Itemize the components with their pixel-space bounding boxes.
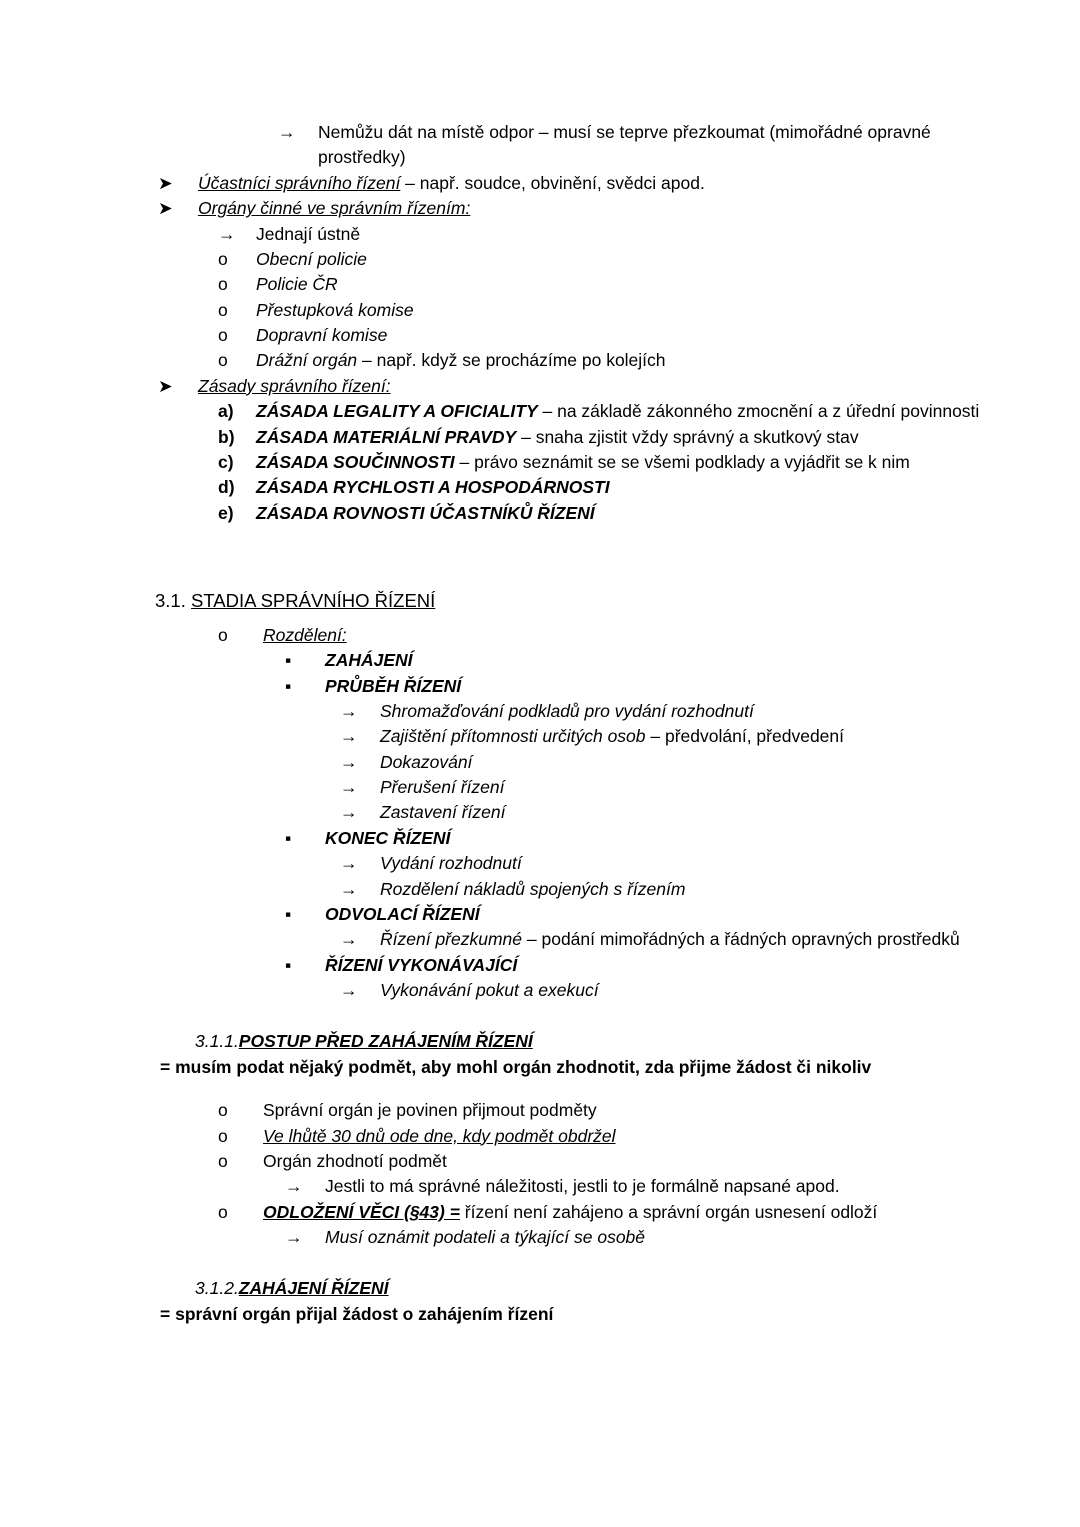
list-marker: ▪	[285, 903, 292, 924]
list-marker: b)	[218, 426, 235, 447]
list-marker: o	[218, 350, 228, 371]
item-rozdeleni	[218, 623, 980, 648]
item-rozdeleni-nakladu	[340, 877, 980, 902]
list-marker: →	[340, 777, 358, 798]
list-item-text	[325, 648, 980, 673]
item-zahajeni	[285, 648, 980, 673]
list-item-text	[318, 120, 980, 171]
list-marker: →	[340, 751, 358, 772]
text-segment: 3.1.1.	[195, 1031, 239, 1052]
list-marker: o	[218, 299, 228, 320]
item-jednaji-ustne	[218, 222, 980, 247]
item-odlozeni-veci	[218, 1200, 980, 1225]
text-segment: Řízení přezkumné	[380, 929, 523, 950]
list-marker: ➤	[158, 198, 173, 219]
list-item-text	[256, 298, 980, 323]
list-marker: o	[218, 325, 228, 345]
list-item-text	[256, 272, 980, 297]
item-zasada-rychlosti	[218, 475, 980, 500]
text-segment: Orgány činné ve správním řízením:	[198, 198, 471, 219]
bullet-zasady-spravniho-rizeni	[158, 374, 980, 399]
list-marker: o	[218, 1100, 228, 1121]
text-segment: Zastavení řízení	[380, 802, 506, 823]
text-segment: ZÁSADA MATERIÁLNÍ PRAVDY	[256, 426, 517, 447]
list-item-text	[198, 171, 980, 196]
list-item-text	[256, 247, 980, 272]
item-prestupkova-komise	[218, 298, 980, 323]
item-spravni-organ-povinen	[218, 1098, 980, 1123]
list-marker: →	[278, 122, 296, 142]
text-segment: Ve lhůtě 30 dnů ode dne, kdy podmět obdržel	[263, 1125, 616, 1146]
list-marker: ▪	[285, 675, 292, 696]
text-segment: Policie ČR	[256, 274, 338, 295]
bullet-nemuzu-dat-odpor	[278, 120, 980, 171]
heading-3-1-1	[195, 1029, 980, 1054]
list-item-text	[256, 323, 980, 348]
text-segment: ODVOLACÍ ŘÍZENÍ	[325, 903, 480, 924]
text-segment: ZÁSADA RYCHLOSTI A HOSPODÁRNOSTI	[256, 477, 610, 498]
item-zastaveni-rizeni	[340, 800, 980, 825]
item-jestli-ma-spravne-nalezitosti	[285, 1174, 980, 1199]
item-zasada-soucinnosti	[218, 450, 980, 475]
list-marker: o	[218, 1201, 228, 1222]
list-marker: →	[285, 1176, 303, 1197]
text-segment: řízení není zahájeno a správní orgán usnesení odloží	[459, 1201, 878, 1222]
item-zasada-materialni-pravdy	[218, 425, 980, 450]
list-item-text	[325, 953, 980, 978]
text-segment: = musím podat nějaký podmět, aby mohl orgán zhodnotit, zda přijme žádost či nikoliv	[160, 1056, 872, 1077]
list-item-text	[256, 348, 980, 373]
text-segment: POSTUP PŘED ZAHÁJENÍM ŘÍZENÍ	[238, 1031, 533, 1052]
bullet-organy-cinne	[158, 196, 980, 221]
item-dopravni-komise	[218, 323, 980, 348]
list-item-text	[380, 877, 980, 902]
list-item-text	[380, 800, 980, 825]
list-marker: a)	[218, 401, 234, 422]
list-marker: →	[340, 802, 358, 823]
text-segment: Jednají ústně	[256, 223, 361, 244]
text-segment: – podání mimořádných a řádných opravných prostředků	[522, 929, 960, 950]
text-segment: ZÁSADA SOUČINNOSTI	[256, 451, 455, 472]
item-obecni-policie	[218, 247, 980, 272]
text-segment: Vykonávání pokut a exekucí	[380, 980, 599, 1001]
list-item-text	[380, 750, 980, 775]
item-musi-oznamit-podateli	[285, 1225, 980, 1250]
text-segment: – na základě zákonného zmocnění a z úřední povinnosti	[537, 401, 980, 422]
text-segment: Musí oznámit podateli a týkající se osobě	[325, 1227, 646, 1248]
text-segment: – právo seznámit se se všemi podklady a vyjádřit se k nim	[454, 451, 910, 472]
item-vydani-rozhodnuti	[340, 851, 980, 876]
list-item-text	[263, 1149, 980, 1174]
item-zajisteni-pritomnosti	[340, 724, 980, 749]
text-segment: Dopravní komise	[256, 325, 388, 345]
list-item-text	[256, 399, 980, 424]
text-segment: Obecní policie	[256, 248, 367, 269]
list-marker: →	[340, 700, 358, 721]
list-marker: ▪	[285, 827, 292, 848]
document-content	[100, 120, 980, 1327]
text-segment: – snaha zjistit vždy správný a skutkový stav	[516, 426, 859, 447]
text-segment: Přestupková komise	[256, 299, 414, 320]
text-segment: ZÁSADA ROVNOSTI ÚČASTNÍKŮ ŘÍZENÍ	[256, 502, 595, 523]
list-item-text	[263, 1200, 980, 1225]
text-segment: 3.1.	[155, 590, 191, 611]
text-segment: Účastníci správního řízení	[198, 172, 401, 193]
item-vykonavani-pokut	[340, 978, 980, 1003]
list-marker: →	[340, 980, 358, 1001]
list-marker: o	[218, 248, 228, 269]
text-segment: Nemůžu dát na místě odpor – musí se teprve přezkoumat (mimořádné opravné prostředky)	[318, 122, 931, 168]
item-rizeni-vykonavajici	[285, 953, 980, 978]
list-marker: ➤	[158, 375, 173, 396]
item-policie-cr	[218, 272, 980, 297]
list-marker: o	[218, 1125, 228, 1146]
list-marker: d)	[218, 477, 235, 498]
text-segment: KONEC ŘÍZENÍ	[325, 827, 451, 848]
text-segment: ZAHÁJENÍ ŘÍZENÍ	[238, 1278, 389, 1299]
text-segment: Vydání rozhodnutí	[380, 853, 522, 874]
item-zasada-legality	[218, 399, 980, 424]
item-ve-lhute-30-dnu	[218, 1124, 980, 1149]
text-segment: Drážní orgán	[256, 350, 358, 371]
text-segment: Rozdělení nákladů spojených s řízením	[380, 878, 686, 899]
list-item-text	[325, 902, 980, 927]
text-segment: Správní orgán je povinen přijmout podměty	[263, 1100, 597, 1121]
list-marker: ▪	[285, 954, 292, 975]
heading-3-1-2	[195, 1276, 980, 1301]
list-item-text	[256, 475, 980, 500]
text-segment: Shromažďování podkladů pro vydání rozhodnutí	[380, 700, 754, 721]
list-marker: →	[340, 853, 358, 874]
list-item-text	[380, 927, 980, 952]
list-marker: →	[340, 929, 358, 950]
list-item-text	[380, 851, 980, 876]
text-segment: Dokazování	[380, 751, 473, 772]
list-item-text	[325, 1225, 980, 1250]
text-segment: Rozdělení:	[263, 624, 347, 645]
list-item-text	[325, 826, 980, 851]
item-organ-zhodnoti-podmet	[218, 1149, 980, 1174]
list-item-text	[256, 425, 980, 450]
list-item-text	[380, 775, 980, 800]
item-prubeh-rizeni	[285, 674, 980, 699]
list-marker: o	[218, 1150, 228, 1171]
item-rizeni-prezkumne	[340, 927, 980, 952]
text-segment: STADIA SPRÁVNÍHO ŘÍZENÍ	[191, 590, 436, 611]
list-item-text	[263, 623, 980, 648]
text-segment: – předvolání, předvedení	[645, 726, 845, 747]
list-marker: o	[218, 274, 228, 295]
text-segment: – např. když se procházíme po kolejích	[357, 350, 666, 371]
list-item-text	[256, 450, 980, 475]
text-segment: – např. soudce, obvinění, svědci apod.	[400, 172, 705, 193]
text-segment: Zásady správního řízení:	[198, 375, 391, 396]
list-item-text	[380, 699, 980, 724]
text-segment: Jestli to má správné náležitosti, jestli to je formálně napsané apod.	[325, 1176, 840, 1197]
item-drazni-organ	[218, 348, 980, 373]
bullet-ucastnici-spravniho-rizeni	[158, 171, 980, 196]
heading-3-1	[155, 588, 980, 615]
list-marker: →	[218, 223, 236, 244]
text-segment: 3.1.2.	[195, 1278, 239, 1299]
list-marker: →	[285, 1227, 303, 1248]
definition-zahajeni-rizeni	[160, 1302, 980, 1327]
list-marker: o	[218, 624, 228, 645]
item-dokazovani	[340, 750, 980, 775]
list-marker: c)	[218, 451, 234, 472]
list-item-text	[256, 501, 980, 526]
text-segment: = správní orgán přijal žádost o zahájením řízení	[160, 1303, 554, 1324]
list-item-text	[198, 196, 980, 221]
item-preruseni-rizeni	[340, 775, 980, 800]
list-marker: e)	[218, 502, 234, 523]
item-zasada-rovnosti	[218, 501, 980, 526]
list-item-text	[198, 374, 980, 399]
item-konec-rizeni	[285, 826, 980, 851]
text-segment: Přerušení řízení	[380, 777, 505, 798]
text-segment: Zajištění přítomnosti určitých osob	[380, 726, 646, 747]
text-segment: PRŮBĚH ŘÍZENÍ	[325, 675, 462, 696]
list-item-text	[325, 1174, 980, 1199]
text-segment: ZAHÁJENÍ	[325, 650, 413, 671]
text-segment: Orgán zhodnotí podmět	[263, 1150, 447, 1171]
text-segment: ŘÍZENÍ VYKONÁVAJÍCÍ	[325, 954, 518, 975]
list-item-text	[263, 1124, 980, 1149]
list-marker: ➤	[158, 172, 173, 193]
list-marker: ▪	[285, 650, 292, 671]
list-marker: →	[340, 878, 358, 899]
item-odvolaci-rizeni	[285, 902, 980, 927]
text-segment: ZÁSADA LEGALITY A OFICIALITY	[256, 401, 538, 422]
list-item-text	[380, 978, 980, 1003]
list-item-text	[380, 724, 980, 749]
definition-postup-pred-zahajenim	[160, 1055, 980, 1080]
list-item-text	[325, 674, 980, 699]
list-item-text	[256, 222, 980, 247]
list-item-text	[263, 1098, 980, 1123]
text-segment: ODLOŽENÍ VĚCI (§43) =	[263, 1201, 460, 1222]
item-shromazdovani-podkladu	[340, 699, 980, 724]
list-marker: →	[340, 726, 358, 747]
